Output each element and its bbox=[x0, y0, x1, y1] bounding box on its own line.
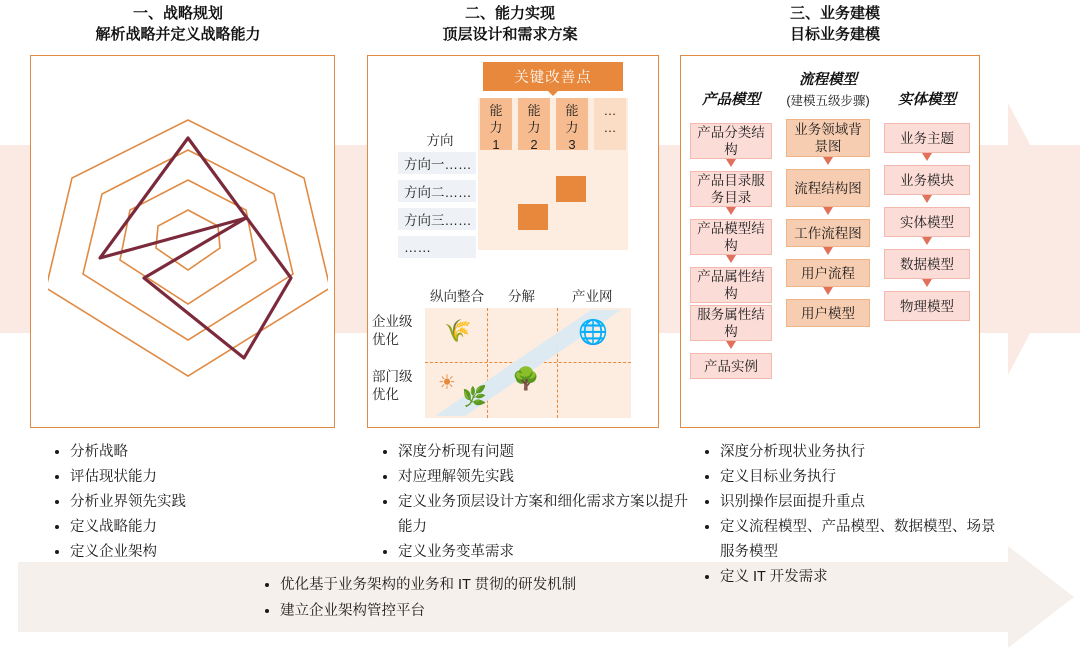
entity-model-item-1: 业务主题 bbox=[884, 123, 970, 153]
direction-corner-label bbox=[398, 128, 476, 150]
matrix-top-label-2: 分解 bbox=[508, 289, 535, 304]
list-item: • 定义目标业务执行 bbox=[720, 465, 1000, 490]
product-model-item-1: 产品分类结构 bbox=[690, 123, 772, 159]
column-3-bullets bbox=[700, 440, 1000, 590]
list-item: • 优化基于业务架构的业务和 IT 贯彻的研发机制 bbox=[280, 572, 860, 598]
column-3-header bbox=[690, 4, 980, 46]
product-model-item-4: 产品属性结构 bbox=[690, 267, 772, 303]
entity-model-heading: 实体模型 bbox=[898, 92, 956, 108]
column-1-bullets bbox=[50, 440, 350, 565]
matrix-icon-wheat: 🌾 bbox=[444, 318, 472, 343]
list-item: • 定义流程模型、产品模型、数据模型、场景服务模型 bbox=[720, 515, 1000, 565]
capability-col-4: … … bbox=[594, 98, 626, 150]
direction-row-2-label: 方向二…… bbox=[404, 185, 472, 200]
column-2-title-line2: 顶层设计和需求方案 bbox=[442, 26, 578, 43]
column-2-title-line1: 二、能力实现 bbox=[464, 5, 555, 22]
list-item: • 定义 IT 开发需求 bbox=[720, 565, 1000, 590]
process-model-item-5: 用户模型 bbox=[786, 299, 870, 327]
arrow-down-icon bbox=[786, 207, 870, 219]
list-item: • 识别操作层面提升重点 bbox=[720, 490, 1000, 515]
matrix-left-label-2: 部门级 优化 bbox=[372, 369, 413, 402]
product-model-column bbox=[690, 88, 772, 379]
column-2-bullets bbox=[378, 440, 688, 565]
column-2-header bbox=[360, 4, 660, 46]
list-item: • 定义业务顶层设计方案和细化需求方案以提升能力 bbox=[398, 490, 688, 540]
list-item: • 深度分析现有问题 bbox=[398, 440, 688, 465]
capability-col-3: 能 力 3 bbox=[556, 98, 588, 150]
product-model-item-5: 服务属性结构 bbox=[690, 305, 772, 341]
process-model-subheading-text: (建模五级步骤) bbox=[786, 94, 870, 108]
direction-row-4-label: …… bbox=[404, 239, 431, 255]
process-model-item-3: 工作流程图 bbox=[786, 219, 870, 247]
arrow-down-icon bbox=[786, 247, 870, 259]
arrow-down-icon bbox=[786, 157, 870, 169]
column-1-title-line1: 一、战略规划 bbox=[132, 5, 223, 22]
list-item: • 定义企业架构 bbox=[70, 540, 350, 565]
list-item: • 分析战略 bbox=[70, 440, 350, 465]
direction-row-2 bbox=[398, 180, 476, 202]
product-model-item-6: 产品实例 bbox=[690, 353, 772, 379]
matrix-icon-leaf: 🌿 bbox=[462, 386, 487, 408]
matrix-top-label-3: 产业网 bbox=[572, 289, 613, 304]
list-item: • 建立企业架构管控平台 bbox=[280, 598, 860, 624]
arrow-down-icon bbox=[690, 207, 772, 219]
highlight-cell-b bbox=[518, 204, 548, 230]
direction-row-1 bbox=[398, 152, 476, 174]
process-model-column bbox=[786, 68, 870, 327]
column-1-header bbox=[18, 4, 338, 46]
bottom-bullets bbox=[260, 572, 860, 624]
direction-row-3-label: 方向三…… bbox=[404, 213, 472, 228]
direction-row-3 bbox=[398, 208, 476, 230]
matrix-icon-sun: ☀ bbox=[438, 372, 456, 394]
product-model-heading: 产品模型 bbox=[702, 92, 760, 108]
arrow-down-icon bbox=[884, 237, 970, 249]
entity-model-item-4: 数据模型 bbox=[884, 249, 970, 279]
key-improvement-arrow-icon bbox=[545, 88, 561, 96]
entity-model-item-2: 业务模块 bbox=[884, 165, 970, 195]
column-3-title-line2: 目标业务建模 bbox=[789, 26, 880, 43]
capability-col-2: 能 力 2 bbox=[518, 98, 550, 150]
entity-model-item-5: 物理模型 bbox=[884, 291, 970, 321]
matrix-icon-tree: 🌳 bbox=[512, 366, 540, 391]
list-item: • 定义战略能力 bbox=[70, 515, 350, 540]
list-item: • 对应理解领先实践 bbox=[398, 465, 688, 490]
list-item: • 分析业界领先实践 bbox=[70, 490, 350, 515]
arrow-down-icon bbox=[690, 255, 772, 267]
list-item: • 评估现状能力 bbox=[70, 465, 350, 490]
arrow-down-icon bbox=[786, 287, 870, 299]
arrow-down-icon bbox=[884, 195, 970, 207]
process-model-item-4: 用户流程 bbox=[786, 259, 870, 287]
arrow-down-icon bbox=[690, 159, 772, 171]
highlight-cell-a bbox=[556, 176, 586, 202]
direction-corner-text: 方向 bbox=[426, 133, 454, 148]
product-model-item-2: 产品目录服务目录 bbox=[690, 171, 772, 207]
list-item: • 深度分析现状业务执行 bbox=[720, 440, 1000, 465]
matrix-left-label-1: 企业级 优化 bbox=[372, 314, 413, 347]
arrow-down-icon bbox=[884, 153, 970, 165]
process-model-item-1: 业务领域背景图 bbox=[786, 119, 870, 157]
entity-model-item-3: 实体模型 bbox=[884, 207, 970, 237]
process-model-item-2: 流程结构图 bbox=[786, 169, 870, 207]
direction-row-1-label: 方向一…… bbox=[404, 157, 472, 172]
column-3-title-line1: 三、业务建模 bbox=[789, 5, 880, 22]
column-1-title-line2: 解析战略并定义战略能力 bbox=[95, 26, 261, 43]
matrix-top-label-1: 纵向整合 bbox=[430, 289, 484, 304]
direction-row-4 bbox=[398, 236, 476, 258]
capability-col-1: 能 力 1 bbox=[480, 98, 512, 150]
entity-model-column bbox=[884, 88, 970, 321]
list-item: • 定义业务变革需求 bbox=[398, 540, 688, 565]
process-model-heading: 流程模型 bbox=[799, 72, 857, 88]
arrow-down-icon bbox=[690, 341, 772, 353]
radar-chart bbox=[48, 108, 328, 398]
process-model-subheading bbox=[786, 93, 870, 109]
key-improvement-button[interactable]: 关键改善点 bbox=[483, 62, 623, 91]
matrix-icon-globe: 🌐 bbox=[578, 319, 608, 346]
product-model-item-3: 产品模型结构 bbox=[690, 219, 772, 255]
arrow-down-icon bbox=[884, 279, 970, 291]
